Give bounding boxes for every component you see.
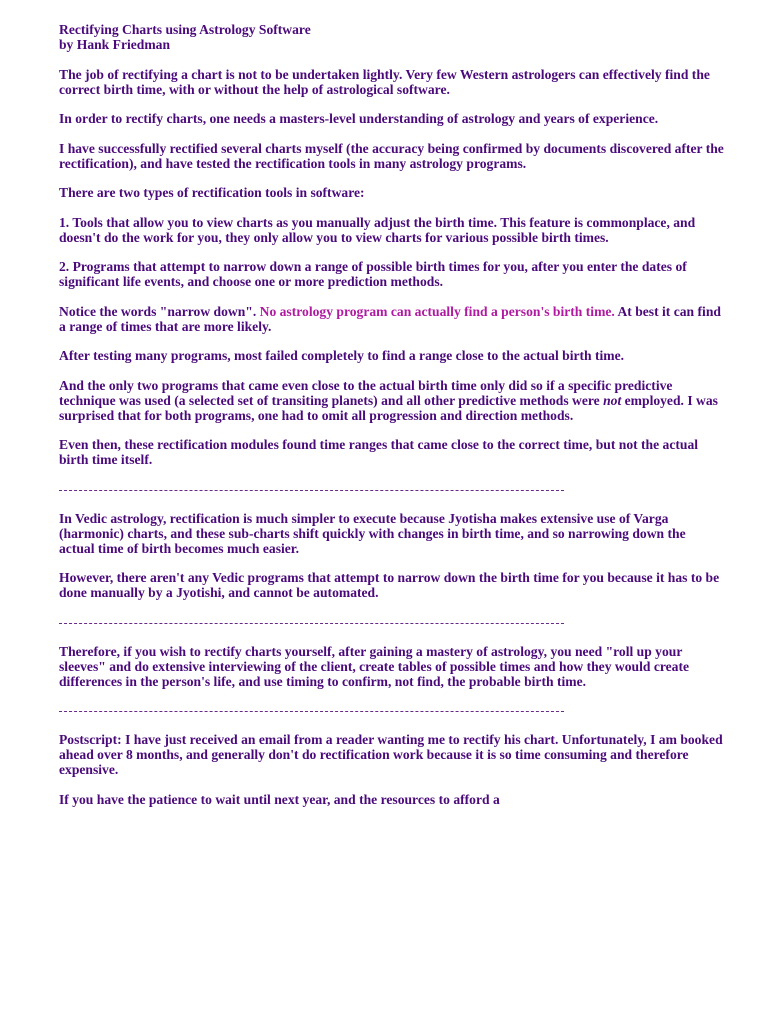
section-divider-2 bbox=[59, 615, 724, 630]
paragraph-5: 1. Tools that allow you to view charts as you manually adjust the birth time. This feature is commonplace, and doesn't do the work for you, they only allow you to view charts for various possible birth times. bbox=[59, 214, 696, 245]
section-divider-1 bbox=[59, 482, 724, 497]
paragraph-3: I have successfully rectified several charts myself (the accuracy being confirmed by documents discovered after the rectification), and have tested the rectification tools in many astrology programs. bbox=[59, 140, 724, 171]
section-divider-3 bbox=[59, 703, 724, 718]
paragraph-10: Even then, these rectification modules found time ranges that came close to the correct time, but not the actual birth time itself. bbox=[59, 437, 699, 467]
article-header bbox=[59, 22, 724, 52]
paragraph-6: 2. Programs that attempt to narrow down a range of possible birth times for you, after you enter the dates of significant life events, and choose one or more prediction methods. bbox=[59, 259, 687, 289]
paragraph-9 bbox=[59, 378, 724, 423]
paragraph-13: Therefore, if you wish to rectify charts yourself, after gaining a mastery of astrology, you need "roll up your sleeves" and do extensive interviewing of the client, create tables of possible times and how they would create differences in the person's life, and use timing to confirm, not find, the probable birth time. bbox=[59, 643, 690, 689]
paragraph-14: Postscript: I have just received an email from a reader wanting me to rectify his chart. Unfortunately, I am booked ahead over 8 months, and generally don't do rectification work because it is so time consuming and therefore expensive. bbox=[59, 732, 723, 777]
article-byline: by Hank Friedman bbox=[59, 37, 171, 52]
paragraph-4: There are two types of rectification tools in software: bbox=[59, 185, 365, 200]
paragraph-9-tail: employed. I was surprised that for both programs, one had to omit all progression and direction methods. bbox=[59, 392, 718, 423]
paragraph-11: In Vedic astrology, rectification is much simpler to execute because Jyotisha makes extensive use of Varga (harmonic) charts, and these sub-charts shift quickly with changes in birth time, and so narrowing down the actual time of birth becomes much easier. bbox=[59, 510, 686, 556]
paragraph-1: The job of rectifying a chart is not to be undertaken lightly. Very few Western astrologers can effectively find the correct birth time, with or without the help of astrological software. bbox=[59, 66, 710, 97]
emphasized-word: not bbox=[603, 392, 622, 408]
article-title: Rectifying Charts using Astrology Software bbox=[59, 22, 311, 37]
paragraph-7-tail: At best it can find a range of times that are more likely. bbox=[59, 303, 721, 334]
paragraph-8: After testing many programs, most failed completely to find a range close to the actual birth time. bbox=[59, 348, 625, 363]
highlighted-statement: No astrology program can actually find a person's birth time. bbox=[259, 303, 615, 319]
paragraph-2: In order to rectify charts, one needs a masters-level understanding of astrology and years of experience. bbox=[59, 111, 659, 126]
paragraph-7 bbox=[59, 304, 724, 334]
paragraph-9-lead: And the only two programs that came even close to the actual birth time only did so if a specific predictive technique was used (a selected set of transiting planets) and all other predictive methods were bbox=[59, 377, 673, 408]
document-page bbox=[59, 22, 724, 821]
paragraph-7-lead: Notice the words "narrow down". bbox=[59, 303, 260, 319]
paragraph-15: If you have the patience to wait until next year, and the resources to afford a bbox=[59, 791, 500, 807]
paragraph-12: However, there aren't any Vedic programs that attempt to narrow down the birth time for you because it has to be done manually by a Jyotishi, and cannot be automated. bbox=[59, 570, 720, 600]
